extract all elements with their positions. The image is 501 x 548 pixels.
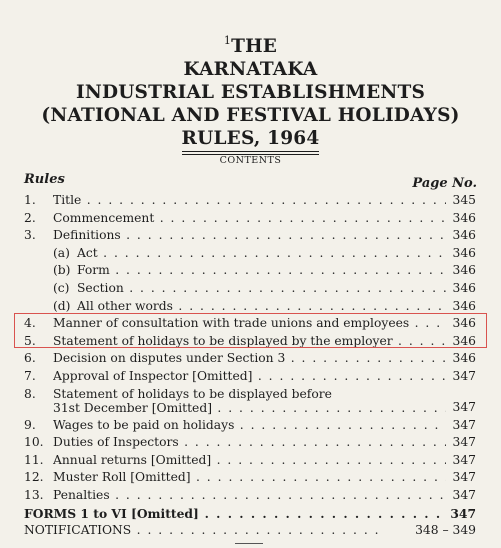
rule-title: Manner of consultation with trade unions and employees . . . [53,315,446,333]
page-number: 346 [452,351,476,366]
rules-column-header: Rules [24,172,65,187]
rule-title: Muster Roll [Omitted] . . . [53,469,446,487]
toc-row[interactable] [24,434,476,452]
toc-subrow[interactable] [24,280,476,298]
toc-row[interactable] [24,417,476,435]
toc-forms-row[interactable] [24,505,476,523]
rule-title: Approval of Inspector [Omitted] . . . [53,368,446,386]
toc-row[interactable] [24,386,476,417]
rule-number: 3. [24,228,36,243]
rule-title: Annual returns [Omitted] . . . [53,452,446,470]
bottom-divider [235,543,263,544]
toc-row[interactable] [24,469,476,487]
subrule-title: (b) Form . . . [53,262,446,280]
contents-label: CONTENTS [219,155,282,166]
page-number: 347 [452,470,476,485]
rule-number: 8. [24,386,36,401]
rule-title: Statement of holidays to be displayed by the employer . . . [53,333,446,351]
page-range: 348 – 349 [415,523,476,538]
page-number: 347 [450,505,476,521]
title-line-1: $^1$THE [223,34,278,58]
page-number: 347 [452,368,476,383]
rule-title: Definitions . . . [53,227,446,245]
toc-subrow[interactable] [24,262,476,280]
table-of-contents [24,192,476,540]
forms-title: FORMS 1 to VI [Omitted] . . . [24,505,446,523]
footnote-mark: 1 [223,34,232,47]
toc-row[interactable] [24,368,476,386]
rule-title: Penalties . . . [53,487,446,505]
page-number: 347 [452,399,476,414]
subrule-title: (a) Act . . . [53,245,446,263]
page-number: 346 [452,210,476,225]
page-number: 347 [452,487,476,502]
subrule-title: (c) Section . . . [53,280,446,298]
page-number: 346 [452,280,476,295]
page-number: 346 [452,245,476,260]
page-number: 346 [452,263,476,278]
rule-number: 12. [24,470,44,485]
rule-number: 13. [24,487,44,502]
page-number: 347 [452,452,476,467]
rule-number: 1. [24,193,36,207]
toc-notifications-row[interactable] [24,522,476,540]
rule-title: Decision on disputes under Section 3 . . . [53,350,446,368]
page-number: 346 [452,333,476,348]
notifications-title: NOTIFICATIONS . . . [24,522,381,540]
title-line-5: RULES, 1964 [0,127,501,155]
toc-row[interactable] [24,192,476,210]
rule-number: 5. [24,333,36,348]
page-number: 346 [452,228,476,243]
rule-title: Duties of Inspectors . . . [53,434,446,452]
subrule-title: (d) All other words . . . [53,298,446,316]
rule-title: Title . . . [53,192,446,210]
toc-row[interactable] [24,210,476,228]
page-number: 346 [452,316,476,331]
highlight-box [14,313,487,348]
rule-number: 2. [24,210,36,225]
rule-number: 11. [24,452,44,467]
page-column-header: Page No. [412,176,477,191]
toc-row[interactable] [24,452,476,470]
title-line-4: (NATIONAL AND FESTIVAL HOLIDAYS) [41,105,460,127]
rule-title: Wages to be paid on holidays . . . [53,417,446,435]
rule-number: 4. [24,316,36,331]
page-number: 347 [452,435,476,450]
title-line-2: KARNATAKA [183,59,318,81]
rule-number: 6. [24,351,36,366]
toc-row[interactable] [24,487,476,505]
rule-title: Statement of holidays to be displayed before [53,387,332,401]
rule-title-continued: 31st December [Omitted] . . . [53,402,446,415]
rule-number: 7. [24,368,36,383]
title-line-3: INDUSTRIAL ESTABLISHMENTS [75,82,426,104]
toc-row[interactable] [24,227,476,245]
page-number: 346 [452,298,476,313]
rule-number: 9. [24,417,36,432]
toc-subrow[interactable] [24,245,476,263]
page-number: 347 [452,417,476,432]
rule-title: Commencement . . . [53,210,446,228]
document-title [0,30,501,155]
page-number: 345 [452,193,476,207]
rule-number: 10. [24,435,44,450]
toc-row[interactable] [24,350,476,368]
